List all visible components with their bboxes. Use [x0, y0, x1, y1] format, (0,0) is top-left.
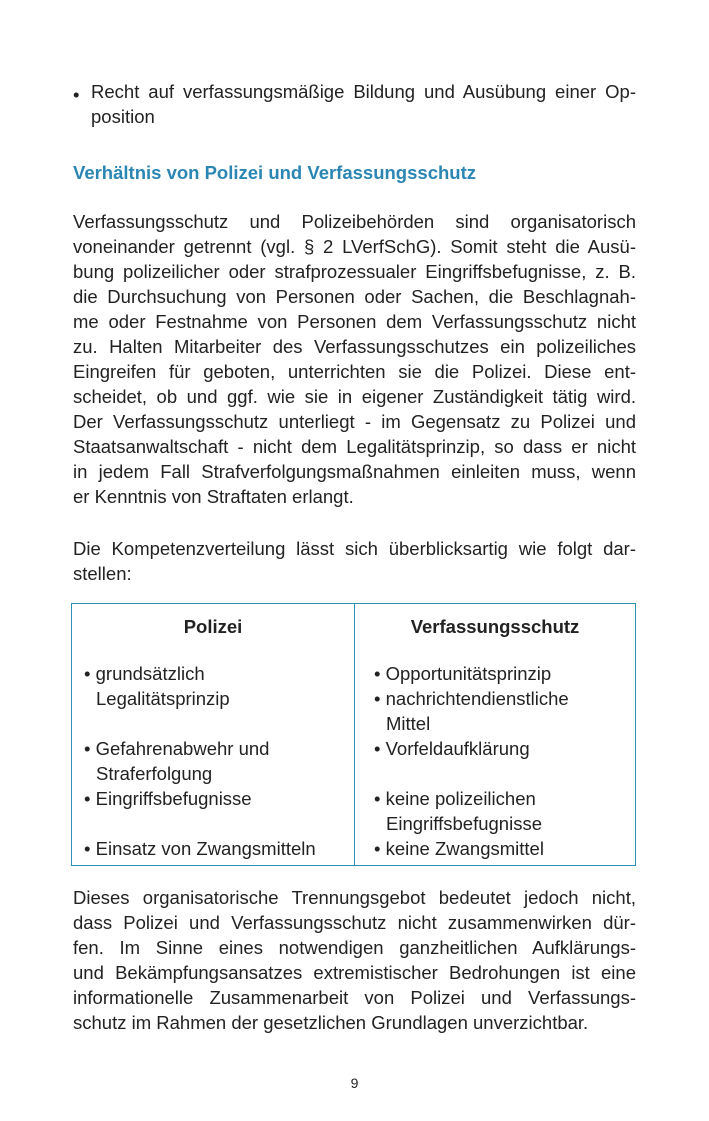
table-cell-right: • Opportunitätsprinzip [374, 663, 552, 684]
paragraph-line: in jedem Fall Strafverfolgungsmaßnahmen einleiten muss, wenn [73, 461, 636, 482]
paragraph-line: die Durchsuchung von Personen oder Sachen, die Beschlagnah- [73, 286, 636, 307]
paragraph-line: und Bekämpfungsansatzes extremistischer Bedrohungen ist eine [73, 962, 636, 983]
paragraph-line: me oder Festnahme von Personen dem Verfassungsschutz nicht [73, 311, 636, 332]
paragraph-line: bung polizeilicher oder strafprozessualer Eingriffsbefugnisse, z. B. [73, 261, 636, 282]
table-cell-left: Legalitätsprinzip [96, 688, 230, 709]
paragraph-line: Die Kompetenzverteilung lässt sich überblicksartig wie folgt dar- [73, 538, 636, 559]
table-header-verfassungsschutz: Verfassungsschutz [410, 616, 580, 637]
table-cell-right: • keine polizeilichen [374, 788, 536, 809]
table-cell-right: • Vorfeldaufklärung [374, 738, 530, 759]
competence-table [71, 603, 636, 866]
table-cell-left: • Einsatz von Zwangsmitteln [84, 838, 316, 859]
bullet-text-line: position [91, 106, 155, 127]
bullet-marker: • [73, 84, 80, 105]
paragraph-line: stellen: [73, 563, 132, 584]
paragraph-line: fen. Im Sinne eines notwendigen ganzheitlichen Aufklärungs- [73, 937, 636, 958]
paragraph-line: voneinander getrennt (vgl. § 2 LVerfSchG). Somit steht die Ausü- [73, 236, 636, 257]
table-cell-left: • Gefahrenabwehr und [84, 738, 270, 759]
paragraph-line: Staatsanwaltschaft - nicht dem Legalitätsprinzip, so dass er nicht [73, 436, 636, 457]
table-column-divider [354, 604, 355, 865]
paragraph-line: Verfassungsschutz und Polizeibehörden sind organisatorisch [73, 211, 636, 232]
paragraph-line: Dieses organisatorische Trennungsgebot bedeutet jedoch nicht, [73, 887, 636, 908]
bullet-text-line: Recht auf verfassungsmäßige Bildung und Ausübung einer Op- [91, 81, 636, 102]
paragraph-line: Eingreifen für geboten, unterrichten sie die Polizei. Diese ent- [73, 361, 636, 382]
paragraph-line: scheidet, ob und ggf. wie sie in eigener Zuständigkeit tätig wird. [73, 386, 636, 407]
table-cell-right: Eingriffsbefugnisse [386, 813, 542, 834]
table-cell-left: Straferfolgung [96, 763, 213, 784]
paragraph-line: schutz im Rahmen der gesetzlichen Grundlagen unverzichtbar. [73, 1012, 589, 1033]
table-cell-left: • Eingriffsbefugnisse [84, 788, 252, 809]
table-cell-right: Mittel [386, 713, 431, 734]
section-heading: Verhältnis von Polizei und Verfassungsschutz [73, 162, 476, 183]
paragraph-line: Der Verfassungsschutz unterliegt - im Gegensatz zu Polizei und [73, 411, 636, 432]
table-cell-left: • grundsätzlich [84, 663, 205, 684]
paragraph-line: dass Polizei und Verfassungsschutz nicht zusammenwirken dür- [73, 912, 636, 933]
table-cell-right: • keine Zwangsmittel [374, 838, 544, 859]
table-header-polizei: Polizei [183, 616, 243, 637]
table-cell-right: • nachrichtendienstliche [374, 688, 569, 709]
paragraph-line: zu. Halten Mitarbeiter des Verfassungsschutzes ein polizeiliches [73, 336, 636, 357]
paragraph-line: er Kenntnis von Straftaten erlangt. [73, 486, 354, 507]
paragraph-line: informationelle Zusammenarbeit von Polizei und Verfassungs- [73, 987, 636, 1008]
page-number: 9 [350, 1075, 359, 1091]
